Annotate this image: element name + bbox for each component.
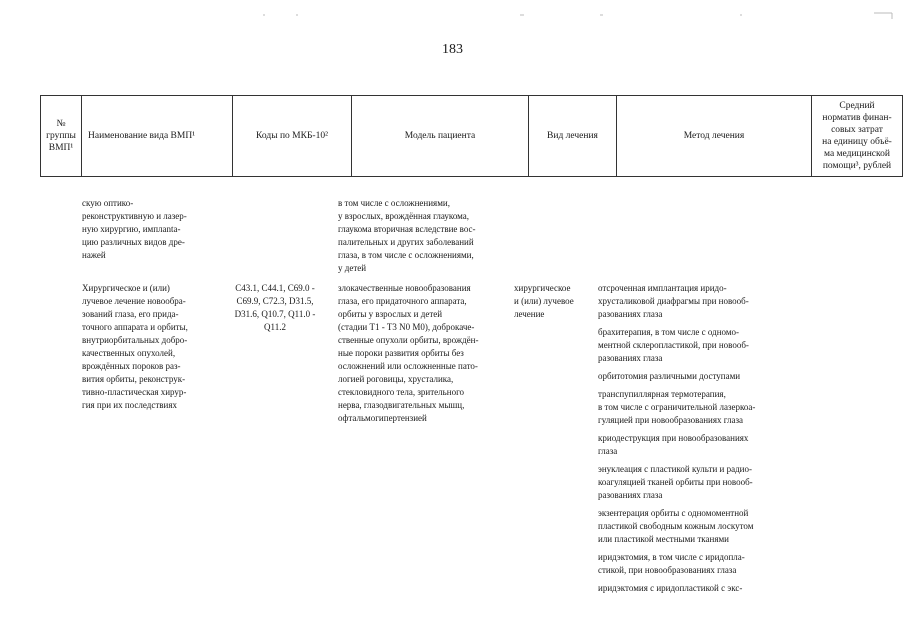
method-item: брахитерапия, в том числе с одномо- ментной склеропластикой, при новооб- разованиях глаза [598, 327, 749, 363]
header-treatment-type: Вид лечения [529, 96, 617, 177]
continuation-vmp-name: скую оптико- реконструктивную и лазер- ную хирургию, имплanta- цию различных видов дре- нажей [82, 198, 187, 260]
row-icd-codes: C43.1, C44.1, C69.0 - C69.9, C72.3, D31.5, D31.6, Q10.7, Q11.0 - Q11.2 [234, 283, 316, 332]
header-vmp-name: Наименование вида ВМП¹ [82, 96, 233, 177]
header-patient-model: Модель пациента [352, 96, 529, 177]
header-treatment-method: Метод лечения [617, 96, 812, 177]
row-treatment-type: хирургическое и (или) лучевое лечение [514, 283, 574, 319]
header-avg-cost: Средний норматив финан- совых затрат на единицу объё- ма медицинской помощи³, рублей [812, 96, 903, 177]
table-header [40, 95, 903, 177]
header-icd-codes: Коды по МКБ-10² [233, 96, 352, 177]
row-treatment-methods [598, 282, 790, 600]
continuation-patient-model: в том числе с осложнениями, у взрослых, врождённая глаукома, глаукома вторичная вследствие вос- палительных и других заболеваний глаза, в том числе с осложнениями, у детей [338, 198, 476, 273]
method-item: энуклеация с пластикой культи и радио- коагуляцией тканей орбиты при новооб- разованиях глаза [598, 464, 753, 500]
header-group-number: № группы ВМП¹ [41, 96, 82, 177]
page-number: 183 [442, 42, 463, 57]
row-vmp-name: Хирургическое и (или) лучевое лечение новообра- зований глаза, его прида- точного аппарата и орбиты, внутриорбитальных добро- качественных опухолей, врождённых пороков раз- вития орбиты, реконструк- тивно-пластическая хирур- гия при их последствиях [82, 283, 188, 410]
method-item: отсроченная имплантация иридо- хрусталиковой диафрагмы при новооб- разованиях глаза [598, 283, 749, 319]
method-item: транспупиллярная термотерапия, в том числе с ограничительной лазеркоа- гуляцией при новообразованиях глаза [598, 389, 756, 425]
method-item: иридэктомия, в том числе с иридопла- стикой, при новообразованиях глаза [598, 552, 745, 575]
method-item: орбитотомия различными доступами [598, 371, 741, 381]
method-item: криодеструкция при новообразованиях глаза [598, 433, 749, 456]
row-patient-model: злокачественные новообразования глаза, его придаточного аппарата, орбиты у взрослых и детей (стадии T1 - T3 N0 M0), доброкаче- ственные опухоли орбиты, врождён- ные пороки развития орбиты без осложнений или осложненные пато- логией роговицы, хрусталика, стекловидного тела, зрительного нерва, глазодвигательных мышц, офтальмогипертензией [338, 283, 479, 423]
method-item: иридэктомия с иридопластикой с экс- [598, 583, 743, 593]
scan-artifacts [0, 8, 905, 18]
method-item: экзентерация орбиты с одномоментной пластикой свободным кожным лоскутом или пластикой местными тканями [598, 508, 754, 544]
